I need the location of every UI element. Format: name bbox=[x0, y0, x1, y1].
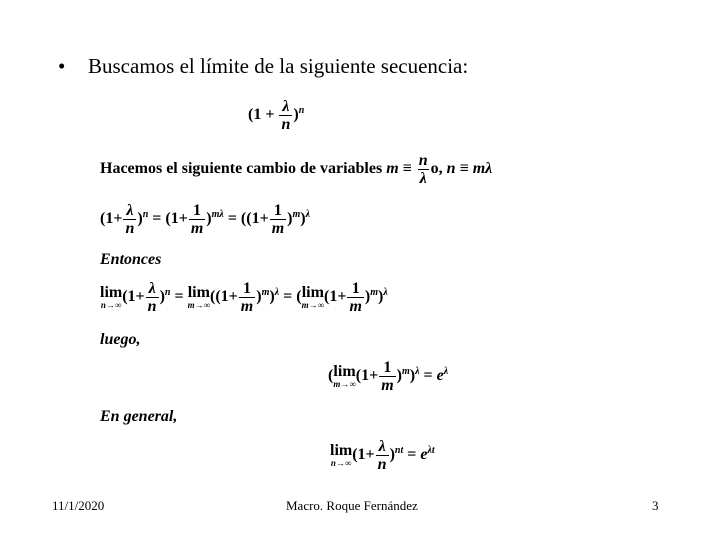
change-of-variables: Hacemos el siguiente cambio de variables m ≡ $\frac{n}{\lambda}$ o, n ≡ mλ bbox=[100, 152, 493, 187]
footer-date: 11/1/2020 bbox=[52, 498, 105, 513]
general-formula: lim n→∞ (1+ $\frac{\lambda}{n}$ )$^{nt} = e^{\lambda t}$ bbox=[330, 438, 435, 473]
bullet-dot: • bbox=[58, 54, 66, 78]
result-formula: ( lim m→∞ (1+ $\frac{1}{m}$ )$^m)^\lambda = e^\lambda$ bbox=[328, 359, 449, 394]
substitution-formula: (1+ $\frac{\lambda}{n}$ )$^n$ = (1+ $\frac{1}{m}$ )$^{m\lambda}$ = ((1+ $\frac{1}{m}$ )$^m$)$^\lambda$ bbox=[100, 202, 311, 237]
en-general-label: En general, bbox=[100, 408, 178, 425]
sequence-formula: (1 + $\frac{\lambda}{n}$ )$^n$ bbox=[248, 98, 305, 133]
change-text: Hacemos el siguiente cambio de variables bbox=[100, 160, 383, 178]
luego-label: luego, bbox=[100, 331, 141, 348]
limit-formula: lim n→∞ (1+ $\frac{\lambda}{n}$ )$^n$ = lim m→∞ ((1+ $\frac{1}{m}$ )$^m$)$^\lambda$ = ( lim m→∞ (1+ $\frac{1}{m}$ )$^m$)$^\lambda$ bbox=[100, 280, 388, 315]
slide-heading: Buscamos el límite de la siguiente secuencia: bbox=[88, 54, 469, 78]
entonces-label: Entonces bbox=[100, 251, 162, 268]
heading-line bbox=[58, 54, 468, 79]
footer-page-number: 3 bbox=[652, 498, 659, 513]
footer-author: Macro. Roque Fernández bbox=[286, 498, 418, 513]
